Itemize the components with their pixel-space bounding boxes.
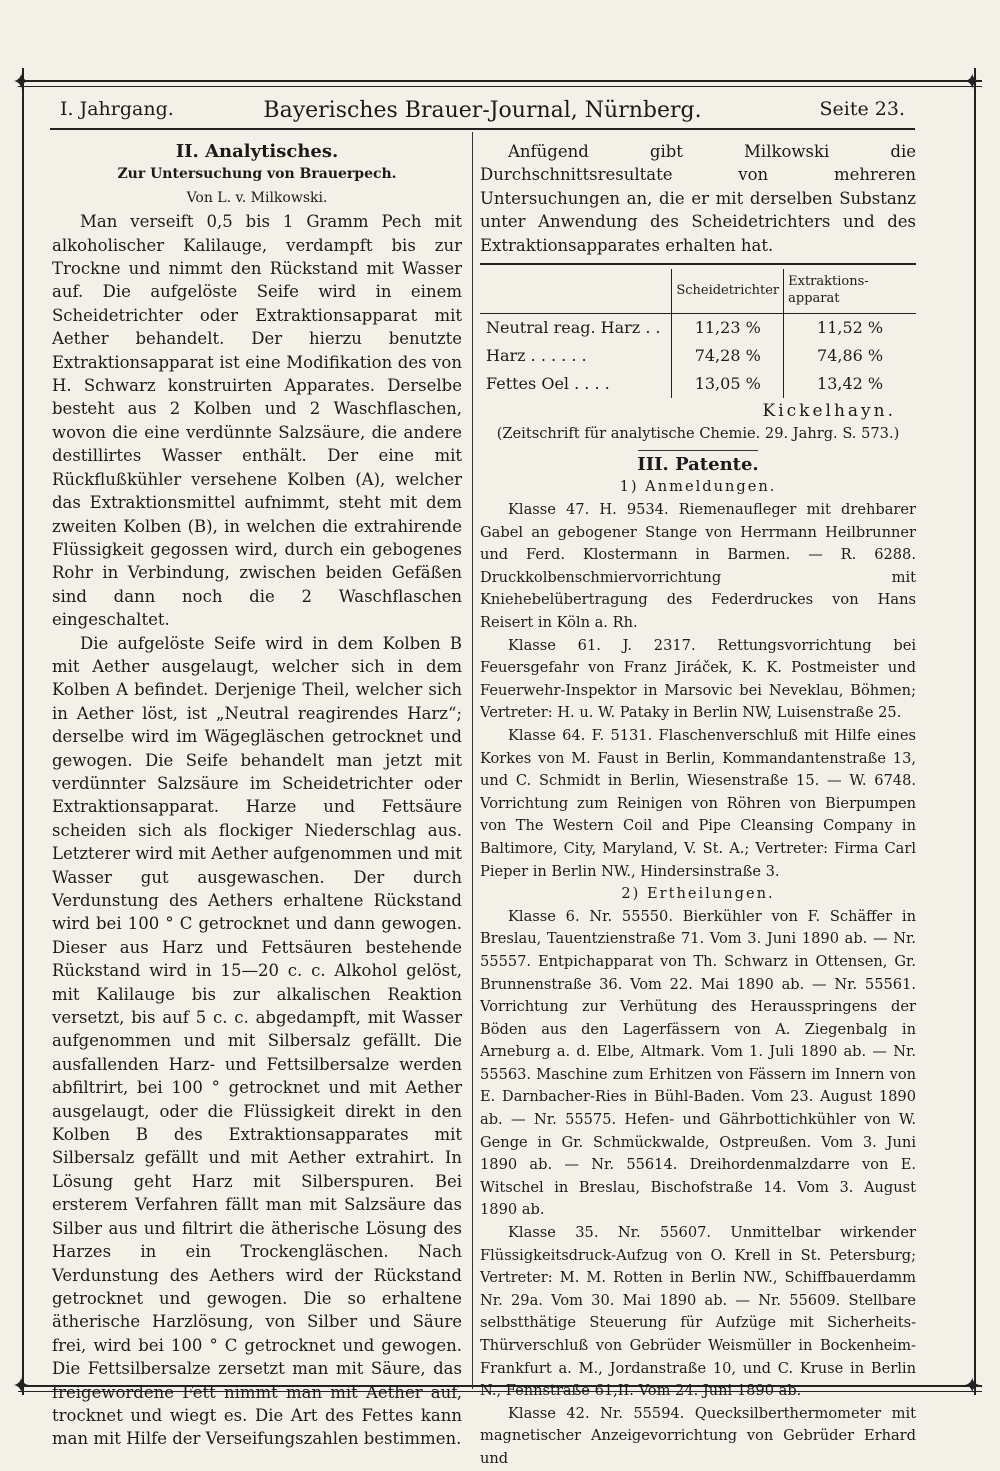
frame-top-rule-inner — [18, 86, 982, 87]
patent-entry: Klasse 42. Nr. 55594. Quecksilberthermometer mit magnetischer Anzeigevorrichtung von Gebrüder Erhard und — [480, 1404, 916, 1467]
patent-entry: Klasse 35. Nr. 55607. Unmittelbar wirkender Flüssigkeitsdruck-Aufzug von O. Krell in St. Petersburg; Vertreter: M. M. Rotten in Berlin NW., Schiffbauerdamm Nr. 29a. Vom 30. Mai 1890 ab. — Nr. 55609. Stellbare selbstthätige Steuerung für Aufzüge mit Sicherheits-Thürverschluß von Gebrüder Weismüller in Bockenheim-Frankfurt a. M., Jordanstraße 10, und C. Kruse in Berlin N., Fennstraße 61,II. Vom 24. Juni 1890 ab. — [480, 1224, 916, 1400]
running-header — [60, 98, 905, 128]
article-paragraph: Die aufgelöste Seife wird in dem Kolben B mit Aether ausgelaugt, welcher sich in dem Kolben A befindet. Derjenige Theil, welcher sich in Aether löst, ist „Neutral reagirendes Harz“; derselbe wird im Wägegläschen getrocknet und gewogen. Die Seife behandelt man jetzt mit verdünnter Salzsäure im Scheidetrichter oder Extraktionsapparat. Harze und Fettsäure scheiden sich als flockiger Niederschlag aus. Letzterer wird mit Aether aufgenommen und mit Wasser gut ausgewaschen. Der durch Verdunstung des Aethers erhaltene Rückstand wird bei 100 ° C getrocknet und dann gewogen. Dieser aus Harz und Fettsäuren bestehende Rückstand wird in 15—20 c. c. Alkohol gelöst, mit Kalilauge bis zur alkalischen Reaktion versetzt, bis auf 5 c. c. abgedampft, mit Wasser aufgenommen und mit Silbersalz gefällt. Die ausfallenden Harz- und Fettsilbersalze werden abfiltrirt, bei 100 ° getrocknet und mit Aether ausgelaugt, oder die Flüssigkeit direkt in den Kolben B des Extraktionsapparates mit Silbersalz gefällt und mit Aether extrahirt. In Lösung geht Harz mit Silberspuren. Bei ersterem Verfahren fällt man mit Salzsäure das Silber aus und filtrirt die ätherische Lösung des Harzes in ein Trockengläschen. Nach Verdunstung des Aethers wird der Rückstand getrocknet und gewogen. Die so erhaltene ätherische Harzlösung, von Silber und Säure frei, wird bei 100 ° C getrocknet und gewogen. Die Fettsilbersalze zersetzt man mit Säure, das freigewordene Fett nimmt man mit Aether auf, trocknet und wiegt es. Die Art des Fettes kann man mit Hilfe der Verseifungszahlen bestimmen. — [52, 633, 462, 1449]
frame-top-rule — [18, 80, 982, 82]
left-column — [52, 140, 462, 1451]
header-rule — [50, 128, 915, 130]
table-header-row — [480, 269, 916, 314]
table-cell: 13,05 % — [672, 370, 784, 398]
corner-ornament-icon: ✦ — [963, 70, 982, 95]
subsection-heading: 1) Anmeldungen. — [619, 478, 777, 496]
source-citation: (Zeitschrift für analytische Chemie. 29. Jahrg. S. 573.) — [496, 425, 900, 443]
frame-left-rule — [22, 68, 24, 1395]
table-cell: 74,28 % — [672, 342, 784, 370]
article-title: Zur Untersuchung von Brauerpech. — [117, 166, 397, 183]
table-header-cell: Extraktions-apparat — [784, 269, 916, 314]
article-paragraph: Anfügend gibt Milkowski die Durchschnittsresultate von mehreren Untersuchungen an, die er mit derselben Substanz unter Anwendung des Scheidetrichters und des Extraktionsapparates erhalten hat. — [480, 142, 916, 255]
table-cell: Neutral reag. Harz . . — [486, 318, 661, 338]
patent-entry: Klasse 47. H. 9534. Riemenaufleger mit drehbarer Gabel an gebogener Stange von Herrmann Heilbrunner und Ferd. Klostermann in Barmen. — R. 6288. Druckkolbenschmiervorrichtung mit Kniehebelübertragung des Federdruckes von Hans Reisert in Köln a. Rh. — [480, 501, 916, 631]
article-byline: Von L. v. Milkowski. — [186, 189, 328, 206]
table-cell: 11,23 % — [672, 314, 784, 343]
table-cell: Fettes Oel . . . . — [486, 374, 610, 394]
table-header-cell: Scheidetrichter — [672, 269, 784, 314]
corner-ornament-icon: ✦ — [12, 1374, 31, 1399]
results-table — [480, 269, 916, 398]
patent-entry: Klasse 61. J. 2317. Rettungsvorrichtung bei Feuersgefahr von Franz Jiráček, K. K. Postmeister und Feuerwehr-Inspektor in Marsovic bei Neveklau, Böhmen; Vertreter: H. u. W. Pataky in Berlin NW, Luisenstraße 25. — [480, 636, 916, 722]
corner-ornament-icon: ✦ — [963, 1374, 982, 1399]
patent-entry: Klasse 6. Nr. 55550. Bierkühler von F. Schäffer in Breslau, Tauentzienstraße 71. Vom 3. Juni 1890 ab. — Nr. 55557. Entpichapparat von Th. Schwarz in Ottensen, Gr. Brunnenstraße 36. Vom 22. Mai 1890 ab. — Nr. 55561. Vorrichtung zur Verhütung des Herausspringens der Böden aus den Lagerfässern von A. Ziegenbalg in Arneburg a. d. Elbe, Altmark. Vom 1. Juli 1890 ab. — Nr. 55563. Maschine zum Erhitzen von Fässern im Innern von E. Darnbacher-Ries in Bühl-Baden. Vom 23. August 1890 ab. — Nr. 55575. Hefen- und Gährbottichkühler von W. Genge in Gr. Schmückwalde, Ostpreußen. Vom 3. Juni 1890 ab. — Nr. 55614. Dreihordenmalzdarre von E. Witschel in Breslau, Bischofstraße 14. Vom 3. August 1890 ab. — [480, 907, 916, 1219]
column-divider — [472, 132, 473, 1389]
table-row — [480, 314, 916, 343]
table-row — [480, 342, 916, 370]
table-header-cell — [480, 269, 672, 314]
table-cell: 13,42 % — [784, 370, 916, 398]
subsection-heading: 2) Ertheilungen. — [621, 885, 775, 903]
section-heading: III. Patente. — [637, 454, 759, 476]
page-number: Seite 23. — [819, 98, 905, 120]
table-cell: 11,52 % — [784, 314, 916, 343]
right-column — [480, 140, 916, 1471]
signature: Kickelhayn. — [762, 401, 896, 422]
journal-title: Bayerisches Brauer-Journal, Nürnberg. — [263, 98, 702, 123]
section-heading: II. Analytisches. — [175, 141, 339, 162]
table-cell: 74,86 % — [784, 342, 916, 370]
corner-ornament-icon: ✦ — [12, 70, 31, 95]
frame-right-rule — [974, 68, 976, 1395]
section-divider — [638, 450, 758, 451]
patent-entry: Klasse 64. F. 5131. Flaschenverschluß mit Hilfe eines Korkes von M. Faust in Berlin, Kommandantenstraße 13, und C. Schmidt in Berlin, Wiesenstraße 15. — W. 6748. Vorrichtung zum Reinigen von Röhren von Bierpumpen von The Western Coil and Pipe Cleansing Company in Baltimore, City, Maryland, V. St. A.; Vertreter: Firma Carl Pieper in Berlin NW., Hindersinstraße 3. — [480, 726, 916, 880]
volume-label: I. Jahrgang. — [60, 98, 174, 120]
article-paragraph: Man verseift 0,5 bis 1 Gramm Pech mit alkoholischer Kalilauge, verdampft bis zur Trockne und nimmt den Rückstand mit Wasser auf. Die aufgelöste Seife wird in einem Scheidetrichter oder Extraktionsapparat mit Aether behandelt. Der hierzu benutzte Extraktionsapparat ist eine Modifikation des von H. Schwarz konstruirten Apparates. Derselbe besteht aus 2 Kolben und 2 Waschflaschen, wovon die eine verdünnte Salzsäure, die andere destillirtes Wasser enthält. Der eine mit Rückflußkühler versehene Kolben (A), welcher das Extraktionsmittel aufnimmt, steht mit dem zweiten Kolben (B), in welchen die extrahirende Flüssigkeit gegossen wird, durch ein gebogenes Rohr in Verbindung, zwischen beiden Gefäßen sind dann noch die 2 Waschflaschen eingeschaltet. — [52, 212, 462, 630]
table-row — [480, 370, 916, 398]
table-top-rule — [480, 263, 916, 265]
table-cell: Harz . . . . . . — [486, 346, 587, 366]
